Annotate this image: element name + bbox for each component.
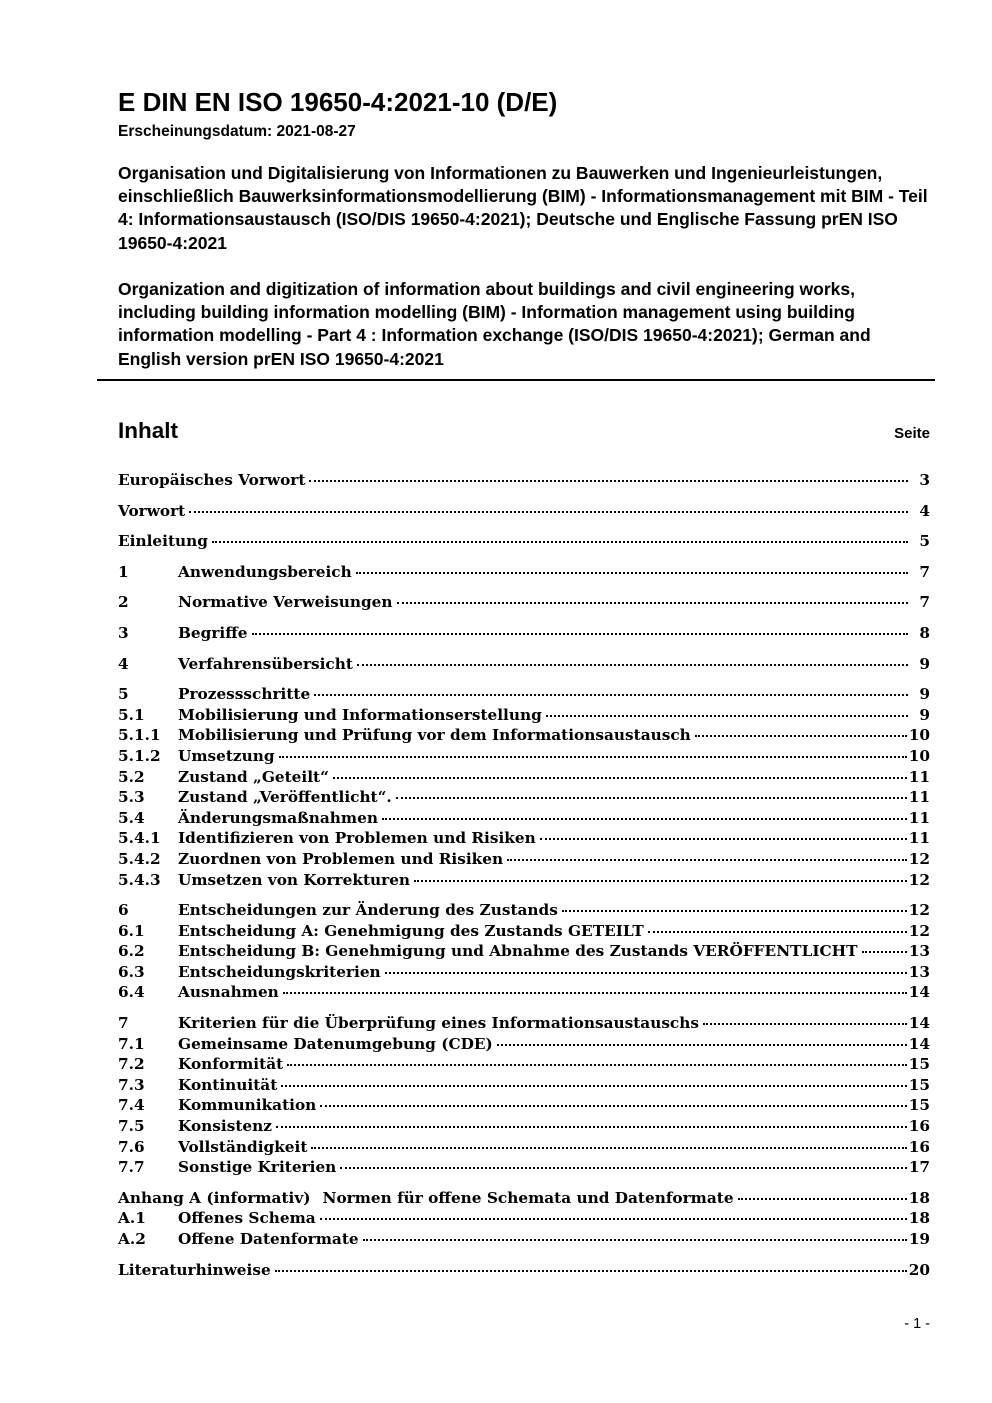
toc-entry[interactable] [118, 470, 930, 491]
toc-entry-page: 13 [908, 962, 930, 981]
toc-leader-dots [281, 1085, 906, 1087]
toc-leader-dots [320, 1218, 907, 1220]
toc-entry[interactable] [118, 941, 930, 962]
toc-group [118, 1188, 930, 1250]
page-number-indicator: - 1 - [904, 1316, 930, 1332]
toc-entry-page: 17 [908, 1158, 930, 1177]
toc-leader-dots [546, 715, 908, 717]
toc-entry-title: Umsetzen von Korrekturen [178, 870, 411, 889]
toc-leader-dots [275, 1270, 907, 1272]
toc-entry-page: 11 [908, 829, 930, 848]
toc-entry-number: 5.4.2 [118, 849, 161, 868]
toc-group [118, 623, 930, 644]
toc-leader-dots [252, 633, 908, 635]
toc-entry-number: 1 [118, 562, 129, 581]
toc-entry-number: A.2 [118, 1230, 146, 1249]
toc-entry-number: 7.5 [118, 1117, 145, 1136]
toc-leader-dots [382, 818, 907, 820]
toc-entry-page: 10 [908, 726, 930, 745]
toc-group [118, 1260, 930, 1281]
toc-entry-page: 15 [908, 1055, 930, 1074]
title-german: Organisation und Digitalisierung von Informationen zu Bauwerken und Ingenieurleistungen, einschließlich Bauwerksinformationsmodellierung (BIM) - Informationsmanagement mit BIM - Teil 4: Informationsaustausch (ISO/DIS 19650-4:2021); Deutsche und Englische Fassung prEN ISO 19650-4:2021 [118, 162, 928, 253]
toc-entry-page: 3 [919, 471, 930, 490]
toc-entry-title: Konsistenz [178, 1117, 272, 1136]
toc-leader-dots [385, 972, 907, 974]
toc-group [118, 470, 930, 491]
toc-entry-page: 11 [908, 808, 930, 827]
toc-entry[interactable] [118, 1208, 930, 1229]
toc-leader-dots [497, 1044, 907, 1046]
toc-entry-title: Offenes Schema [178, 1209, 316, 1228]
toc-entry-number: A.1 [118, 1209, 146, 1228]
toc-entry-number: 6.1 [118, 921, 145, 940]
toc-entry-title: Kommunikation [178, 1096, 317, 1115]
toc-entry-number: Anhang A (informativ) [118, 1188, 311, 1207]
toc-entry[interactable] [118, 1157, 930, 1178]
toc-entry-title: Kontinuität [178, 1075, 278, 1094]
toc-entry[interactable] [118, 746, 930, 767]
toc-leader-dots [862, 951, 907, 953]
toc-entry[interactable] [118, 654, 930, 675]
toc-entry-page: 16 [908, 1137, 930, 1156]
toc-entry[interactable] [118, 1229, 930, 1250]
toc-entry-page: 9 [919, 654, 930, 673]
toc-leader-dots [333, 777, 907, 779]
toc-entry-page: 18 [908, 1188, 930, 1207]
toc-entry-page: 12 [908, 849, 930, 868]
toc-entry-page: 9 [919, 705, 930, 724]
toc-group [118, 1013, 930, 1178]
toc-leader-dots [507, 859, 907, 861]
toc-entry-title: Verfahrensübersicht [178, 654, 353, 673]
toc-entry-number: 5.3 [118, 788, 145, 807]
toc-entry[interactable] [118, 1054, 930, 1075]
divider-rule [97, 379, 935, 381]
toc-entry-number: 4 [118, 654, 129, 673]
toc-leader-dots [703, 1023, 907, 1025]
toc-entry-title: Zuordnen von Problemen und Risiken [178, 849, 504, 868]
toc-list [118, 470, 930, 1280]
toc-leader-dots [320, 1105, 906, 1107]
toc-leader-dots [397, 602, 908, 604]
toc-entry-title: Entscheidung A: Genehmigung des Zustands GETEILT [178, 921, 644, 940]
toc-entry[interactable] [118, 725, 930, 746]
toc-leader-dots [283, 992, 907, 994]
toc-entry[interactable] [118, 787, 930, 808]
toc-leader-dots [314, 694, 908, 696]
toc-entry-number: 5.2 [118, 767, 145, 786]
toc-entry-page: 5 [919, 532, 930, 551]
toc-entry-title: Entscheidung B: Genehmigung und Abnahme des Zustands VERÖFFENTLICHT [178, 942, 858, 961]
toc-entry-number: 7.3 [118, 1075, 145, 1094]
toc-entry[interactable] [118, 808, 930, 829]
toc-leader-dots [276, 1126, 907, 1128]
toc-leader-dots [738, 1198, 907, 1200]
document-title: E DIN EN ISO 19650-4:2021-10 (D/E) [118, 87, 558, 117]
toc-entry-number: 7.2 [118, 1055, 145, 1074]
toc-entry-title: Zustand „Veröffentlicht“. [178, 788, 392, 807]
toc-entry-title: Begriffe [178, 623, 248, 642]
toc-entry-number: 7 [118, 1014, 129, 1033]
toc-entry-page: 12 [908, 901, 930, 920]
toc-entry-page: 11 [908, 767, 930, 786]
toc-entry-page: 12 [908, 921, 930, 940]
toc-leader-dots [189, 511, 908, 513]
toc-leader-dots [363, 1239, 907, 1241]
toc-leader-dots [311, 1147, 906, 1149]
toc-entry-page: 16 [908, 1117, 930, 1136]
toc-entry[interactable] [118, 1034, 930, 1055]
toc-group [118, 592, 930, 613]
toc-entry-number: 6.4 [118, 983, 145, 1002]
toc-entry-number: 5.4.3 [118, 870, 161, 889]
toc-entry-page: 20 [908, 1260, 930, 1279]
toc-entry-number: 5.1.1 [118, 726, 161, 745]
toc-entry-page: 13 [908, 942, 930, 961]
toc-entry[interactable] [118, 982, 930, 1003]
toc-group [118, 684, 930, 890]
toc-entry-page: 11 [908, 788, 930, 807]
toc-leader-dots [540, 838, 907, 840]
toc-entry[interactable] [118, 1260, 930, 1281]
toc-entry-page: 18 [908, 1209, 930, 1228]
toc-group [118, 654, 930, 675]
toc-entry-title: Sonstige Kriterien [178, 1158, 337, 1177]
toc-entry-page: 8 [919, 623, 930, 642]
toc-heading: Inhalt [118, 418, 178, 444]
toc-entry-page: 12 [908, 870, 930, 889]
toc-entry-title: Entscheidungskriterien [178, 962, 381, 981]
toc-leader-dots [279, 756, 907, 758]
toc-leader-dots [309, 480, 908, 482]
toc-entry-title: Konformität [178, 1055, 284, 1074]
toc-entry-page: 4 [919, 501, 930, 520]
toc-group [118, 501, 930, 522]
toc-entry[interactable] [118, 921, 930, 942]
toc-entry-page: 7 [919, 562, 930, 581]
toc-entry-title: Vollständigkeit [178, 1137, 308, 1156]
toc-entry-number: 6.2 [118, 942, 145, 961]
toc-entry[interactable] [118, 962, 930, 983]
toc-group [118, 900, 930, 1003]
toc-entry-number: 7.6 [118, 1137, 145, 1156]
title-english: Organization and digitization of information about buildings and civil engineering works, including building information modelling (BIM) - Information management using building information modelling - Part 4 : Information exchange (ISO/DIS 19650-4:2021); German and English version prEN ISO 19650-4:2021 [118, 278, 871, 369]
toc-leader-dots [562, 910, 907, 912]
toc-entry-title: Literaturhinweise [118, 1260, 271, 1279]
toc-entry-title: Mobilisierung und Prüfung vor dem Informationsaustausch [178, 726, 691, 745]
toc-entry-title: Vorwort [118, 501, 186, 520]
toc-entry-number: 7.1 [118, 1034, 145, 1053]
toc-entry-title: Prozessschritte [178, 685, 311, 704]
toc-leader-dots [648, 931, 907, 933]
toc-entry-title: Europäisches Vorwort [118, 471, 306, 490]
toc-entry-number: 7.4 [118, 1096, 145, 1115]
toc-entry[interactable] [118, 1013, 930, 1034]
toc-entry-page: 15 [908, 1075, 930, 1094]
toc-entry[interactable] [118, 1075, 930, 1096]
toc-entry[interactable] [118, 501, 930, 522]
toc-entry[interactable] [118, 870, 930, 891]
toc-entry[interactable] [118, 592, 930, 613]
toc-entry-number: 5.1.2 [118, 746, 161, 765]
toc-entry-title: Gemeinsame Datenumgebung (CDE) [178, 1034, 493, 1053]
toc-entry-title: Zustand „Geteilt“ [178, 767, 329, 786]
toc-entry-title: Identifizieren von Problemen und Risiken [178, 829, 536, 848]
toc-entry-title: Kriterien für die Überprüfung eines Informationsaustauschs [178, 1014, 699, 1033]
toc-entry-title: Anwendungsbereich [178, 562, 352, 581]
toc-entry[interactable] [118, 623, 930, 644]
toc-entry-page: 14 [908, 983, 930, 1002]
toc-leader-dots [357, 664, 908, 666]
toc-entry-title: Normen für offene Schemata und Datenformate [322, 1188, 734, 1207]
toc-entry[interactable] [118, 1137, 930, 1158]
toc-entry-title: Mobilisierung und Informationserstellung [178, 705, 542, 724]
toc-leader-dots [414, 880, 907, 882]
toc-leader-dots [695, 735, 907, 737]
toc-group [118, 531, 930, 552]
toc-entry[interactable] [118, 849, 930, 870]
toc-entry-title: Entscheidungen zur Änderung des Zustands [178, 901, 558, 920]
toc-entry-number: 5 [118, 685, 129, 704]
toc-entry-number: 3 [118, 623, 129, 642]
toc-entry-title: Offene Datenformate [178, 1230, 359, 1249]
toc-entry-page: 15 [908, 1096, 930, 1115]
toc-leader-dots [287, 1064, 907, 1066]
toc-entry-number: 6.3 [118, 962, 145, 981]
toc-entry-number: 2 [118, 593, 129, 612]
toc-entry[interactable] [118, 828, 930, 849]
toc-entry-title: Normative Verweisungen [178, 593, 393, 612]
toc-leader-dots [396, 797, 907, 799]
toc-leader-dots [212, 541, 908, 543]
toc-page-column-label: Seite [894, 425, 930, 443]
toc-entry-page: 19 [908, 1230, 930, 1249]
toc-entry-number: 5.4 [118, 808, 145, 827]
toc-entry[interactable] [118, 684, 930, 705]
toc-entry[interactable] [118, 562, 930, 583]
toc-entry[interactable] [118, 1188, 930, 1209]
toc-group [118, 562, 930, 583]
toc-entry[interactable] [118, 1095, 930, 1116]
toc-entry[interactable] [118, 531, 930, 552]
toc-entry[interactable] [118, 1116, 930, 1137]
toc-entry[interactable] [118, 705, 930, 726]
toc-entry-number: 7.7 [118, 1158, 145, 1177]
publication-date: Erscheinungsdatum: 2021-08-27 [118, 122, 356, 140]
toc-leader-dots [356, 572, 908, 574]
toc-entry-page: 7 [919, 593, 930, 612]
toc-entry-title: Änderungsmaßnahmen [178, 808, 378, 827]
toc-entry-title: Ausnahmen [178, 983, 279, 1002]
toc-entry-page: 14 [908, 1034, 930, 1053]
toc-entry[interactable] [118, 900, 930, 921]
toc-entry-title: Umsetzung [178, 746, 275, 765]
toc-entry[interactable] [118, 767, 930, 788]
toc-entry-title: Einleitung [118, 532, 208, 551]
toc-leader-dots [340, 1167, 906, 1169]
toc-entry-number: 5.4.1 [118, 829, 161, 848]
toc-header [118, 418, 930, 444]
toc-entry-page: 10 [908, 746, 930, 765]
toc-entry-number: 5.1 [118, 705, 145, 724]
toc-entry-page: 14 [908, 1014, 930, 1033]
toc-entry-number: 6 [118, 901, 129, 920]
toc-entry-page: 9 [919, 685, 930, 704]
